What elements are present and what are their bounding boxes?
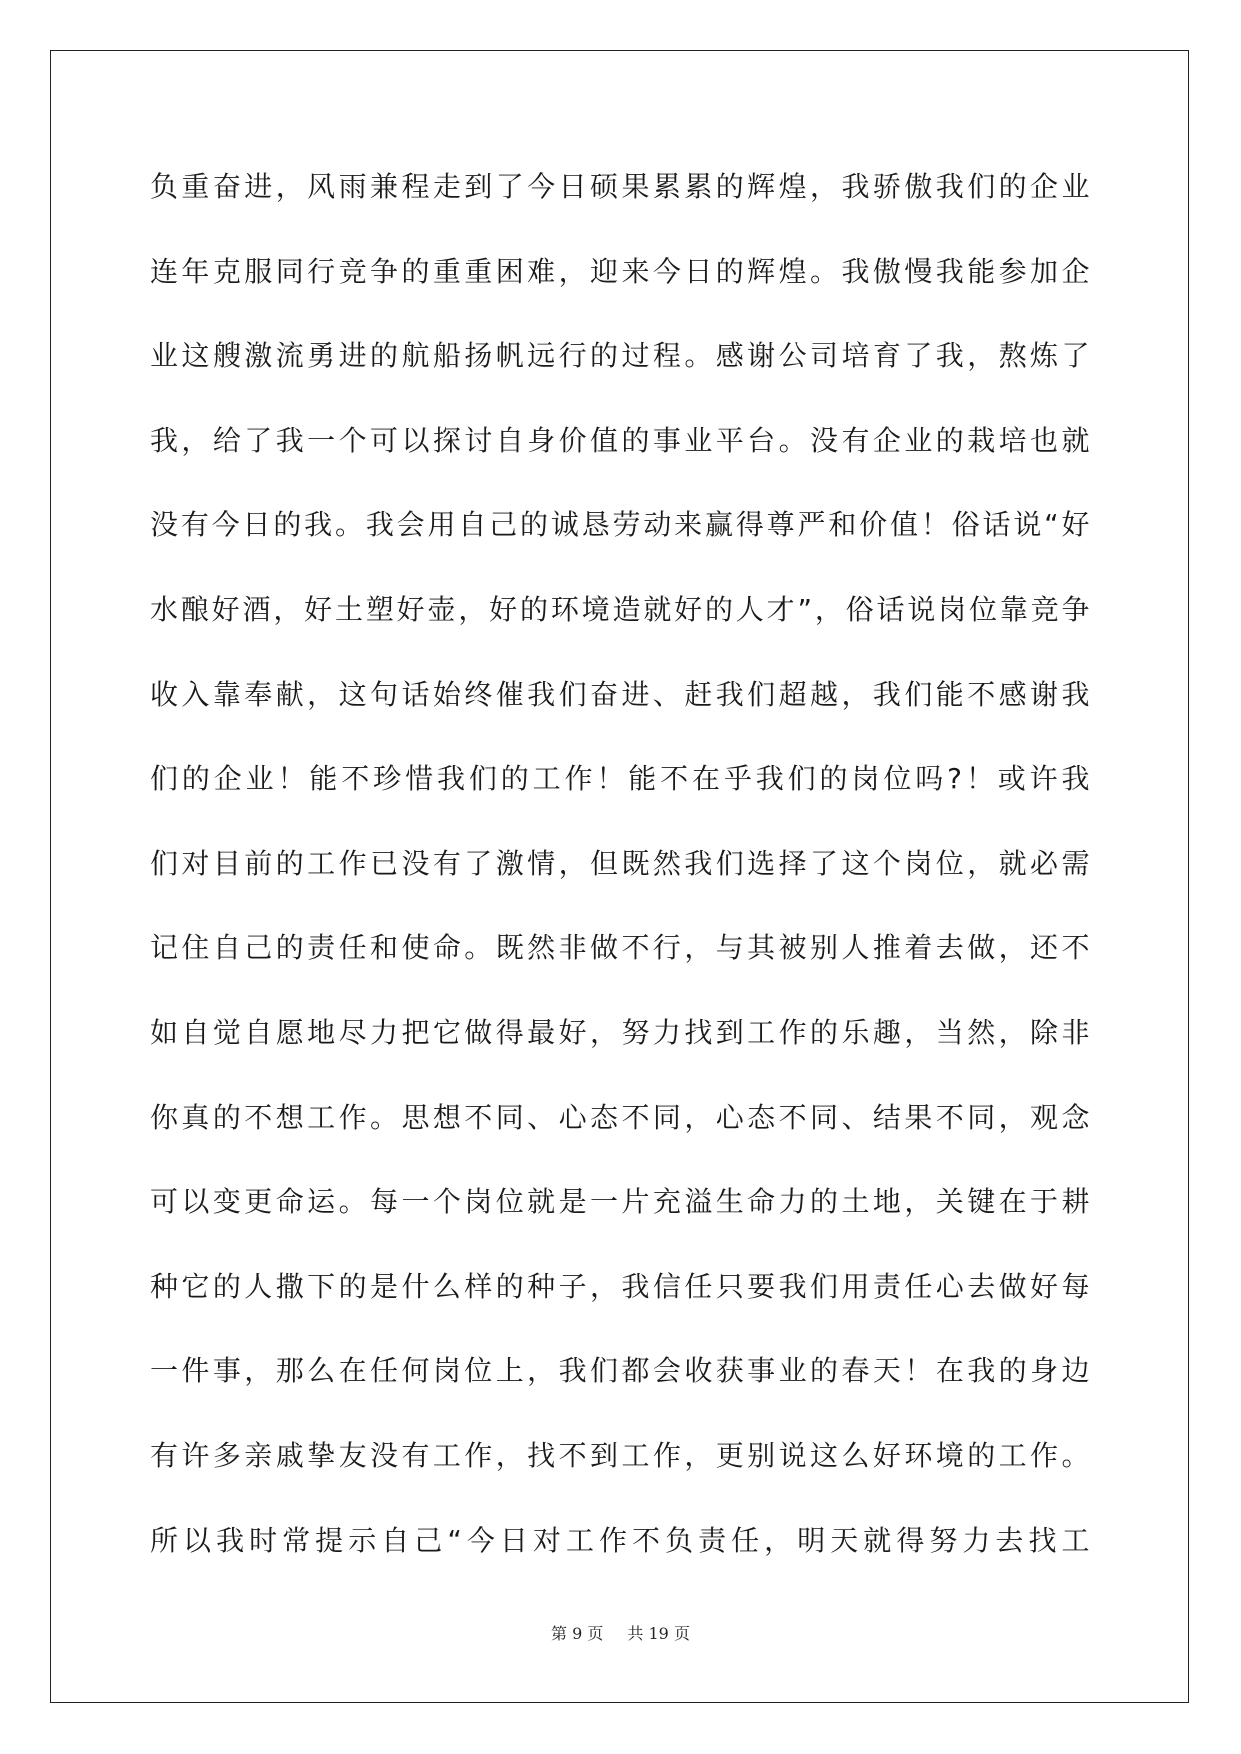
text-line: 连年克服同行竞争的重重困难，迎来今日的辉煌。我傲慢我能参加企: [150, 254, 1090, 288]
text-line: 们的企业！能不珍惜我们的工作！能不在乎我们的岗位吗?！或许我: [150, 762, 1090, 796]
text-line: 如自觉自愿地尽力把它做得最好，努力找到工作的乐趣，当然，除非: [150, 1015, 1090, 1049]
text-line: 水酿好酒，好土塑好壶，好的环境造就好的人才”，俗话说岗位靠竞争: [150, 592, 1090, 626]
text-line: 们对目前的工作已没有了激情，但既然我们选择了这个岗位，就必需: [150, 846, 1090, 880]
text-line: 业这艘激流勇进的航船扬帆远行的过程。感谢公司培育了我，熬炼了: [150, 339, 1090, 373]
text-line: 收入靠奉献，这句话始终催我们奋进、赶我们超越，我们能不感谢我: [150, 677, 1090, 711]
page-footer: [0, 1621, 1241, 1644]
text-line: 一件事，那么在任何岗位上，我们都会收获事业的春天！在我的身边: [150, 1354, 1090, 1388]
total-page-count: 共 19 页: [627, 1624, 690, 1643]
text-line: 所以我时常提示自己“今日对工作不负责任，明天就得努力去找工: [150, 1523, 1090, 1557]
text-line: 负重奋进，风雨兼程走到了今日硕果累累的辉煌，我骄傲我们的企业: [150, 170, 1090, 203]
text-line: 种它的人撒下的是什么样的种子，我信任只要我们用责任心去做好每: [150, 1269, 1090, 1303]
text-line: 你真的不想工作。思想不同、心态不同，心态不同、结果不同，观念: [150, 1100, 1090, 1134]
text-line: 我，给了我一个可以探讨自身价值的事业平台。没有企业的栽培也就: [150, 423, 1090, 457]
text-line: 记住自己的责任和使命。既然非做不行，与其被别人推着去做，还不: [150, 931, 1090, 965]
body-text: [150, 165, 1090, 1603]
current-page-number: 第 9 页: [551, 1624, 604, 1643]
text-line: 没有今日的我。我会用自己的诚恳劳动来赢得尊严和价值！俗话说“好: [150, 508, 1090, 542]
text-line: 可以变更命运。每一个岗位就是一片充溢生命力的土地，关键在于耕: [150, 1185, 1090, 1219]
text-line: 有许多亲戚挚友没有工作，找不到工作，更别说这么好环境的工作。: [150, 1438, 1090, 1472]
